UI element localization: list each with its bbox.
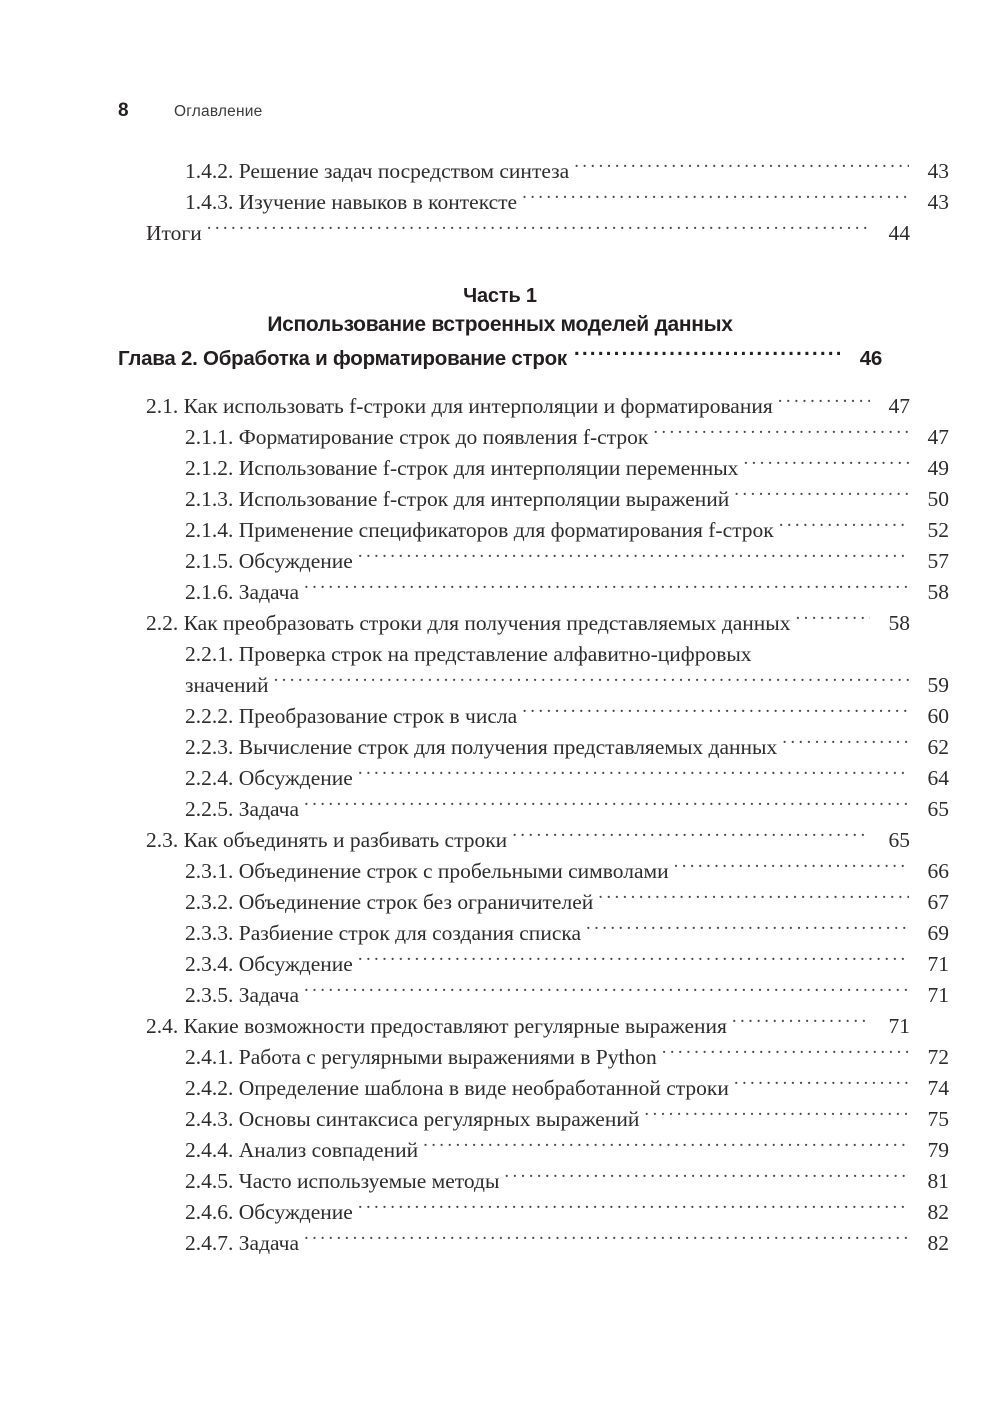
toc-entry-label: 2.4.6. Обсуждение — [185, 1200, 353, 1224]
toc-entry-page: 71 — [927, 952, 949, 976]
dot-leader — [304, 981, 909, 1003]
dot-leader — [522, 188, 909, 210]
toc-entry[interactable] — [118, 546, 949, 577]
toc-entry-label: 2.1.5. Обсуждение — [185, 549, 353, 573]
dot-leader — [304, 795, 909, 817]
dot-leader — [779, 516, 909, 538]
toc-entry[interactable] — [118, 218, 910, 249]
toc-entry-label: 2.3. Как объединять и разбивать строки — [146, 828, 508, 852]
toc-entry[interactable] — [118, 887, 949, 918]
toc-entry[interactable] — [118, 1135, 949, 1166]
toc-entry-page: 74 — [927, 1076, 949, 1100]
toc-entry-page: 58 — [927, 580, 949, 604]
dot-leader — [512, 826, 870, 848]
toc-entry-label: 2.3.3. Разбиение строк для создания списка — [185, 921, 582, 945]
toc-entry-label: 2.4.2. Определение шаблона в виде необработанной строки — [185, 1076, 729, 1100]
toc-entry[interactable] — [118, 187, 949, 218]
dot-leader — [358, 950, 909, 972]
toc-entry-label: 2.2.5. Задача — [185, 797, 300, 821]
toc-entry-label: значений — [185, 673, 269, 697]
toc-entry-label: Итоги — [146, 221, 202, 245]
toc-entry[interactable] — [118, 608, 910, 639]
dot-leader — [734, 1074, 909, 1096]
toc-entry[interactable] — [118, 156, 949, 187]
toc-entry-page: 43 — [927, 190, 949, 214]
dot-leader — [358, 764, 909, 786]
toc-list-top — [118, 156, 949, 249]
toc-entry-page: 71 — [927, 983, 949, 1007]
toc-entry-label: 2.2.4. Обсуждение — [185, 766, 353, 790]
toc-entry-label: 2.4. Какие возможности предоставляют регулярные выражения — [146, 1014, 727, 1038]
toc-entry-label: 2.1. Как использовать f-строки для интерполяции и форматирования — [146, 394, 773, 418]
dot-leader — [674, 857, 909, 879]
toc-entry-label: 1.4.2. Решение задач посредством синтеза — [185, 159, 570, 183]
toc-entry-page: 59 — [927, 673, 949, 697]
part-number: Часть 1 — [463, 285, 537, 307]
toc-entry[interactable] — [118, 1042, 949, 1073]
dot-leader — [358, 1198, 909, 1220]
toc-entry[interactable] — [118, 701, 949, 732]
toc-entry-label: 2.4.3. Основы синтаксиса регулярных выражений — [185, 1107, 640, 1131]
running-head — [118, 100, 882, 126]
toc-entry-page: 66 — [927, 859, 949, 883]
part-heading-block — [118, 282, 882, 340]
toc-entry-label: 2.1.1. Форматирование строк до появления f-строк — [185, 425, 649, 449]
dot-leader — [304, 578, 909, 600]
dot-leader — [778, 392, 870, 414]
toc-entry-label: Глава 2. Обработка и форматирование строк — [118, 346, 567, 370]
toc-entry-page: 50 — [927, 487, 949, 511]
toc-entry-label: 2.3.4. Обсуждение — [185, 952, 353, 976]
toc-entry[interactable] — [118, 577, 949, 608]
toc-entry[interactable] — [118, 732, 949, 763]
toc-entry-page: 82 — [927, 1231, 949, 1255]
toc-entry-page: 58 — [888, 611, 910, 635]
toc-entry-label: 2.4.5. Часто используемые методы — [185, 1169, 500, 1193]
toc-entry-page: 82 — [927, 1200, 949, 1224]
dot-leader — [274, 671, 909, 693]
dot-leader — [734, 485, 909, 507]
toc-entry-label: 2.2.3. Вычисление строк для получения представляемых данных — [185, 735, 778, 759]
toc-entry[interactable] — [118, 980, 949, 1011]
toc-entry-page: 47 — [888, 394, 910, 418]
toc-entry-label: 2.1.4. Применение спецификаторов для форматирования f-строк — [185, 518, 774, 542]
toc-entry[interactable] — [118, 484, 949, 515]
toc-entry[interactable] — [118, 794, 949, 825]
toc-entry[interactable] — [118, 1073, 949, 1104]
dot-leader — [358, 547, 909, 569]
toc-entry-page: 46 — [859, 346, 882, 370]
toc-entry-page: 49 — [927, 456, 949, 480]
toc-list-main — [118, 391, 949, 1259]
running-head-title: Оглавление — [174, 103, 263, 120]
toc-entry-label: 1.4.3. Изучение навыков в контексте — [185, 190, 518, 214]
page-number-folio: 8 — [118, 100, 129, 121]
toc-entry-page: 47 — [927, 425, 949, 449]
toc-entry-page: 60 — [927, 704, 949, 728]
toc-entry-page: 69 — [927, 921, 949, 945]
toc-entry-label: 2.2.1. Проверка строк на представление алфавитно-цифровых — [185, 642, 752, 666]
toc-entry-page: 72 — [927, 1045, 949, 1069]
dot-leader — [653, 423, 909, 445]
toc-entry-label: 2.4.7. Задача — [185, 1231, 300, 1255]
toc-entry-label: 2.1.2. Использование f-строк для интерполяции переменных — [185, 456, 739, 480]
toc-entry-label: 2.2.2. Преобразование строк в числа — [185, 704, 518, 728]
dot-leader — [207, 219, 870, 241]
toc-entry-page: 81 — [927, 1169, 949, 1193]
toc-entry-page: 52 — [927, 518, 949, 542]
toc-entry-page: 64 — [927, 766, 949, 790]
dot-leader — [598, 888, 909, 910]
dot-leader — [423, 1136, 909, 1158]
toc-entry-page: 62 — [927, 735, 949, 759]
part-title: Использование встроенных моделей данных — [267, 313, 733, 336]
dot-leader — [574, 157, 909, 179]
toc-entry[interactable] — [118, 391, 910, 422]
toc-entry-page: 67 — [927, 890, 949, 914]
toc-entry-page: 75 — [927, 1107, 949, 1131]
toc-entry-label: 2.3.5. Задача — [185, 983, 300, 1007]
toc-entry-page: 44 — [888, 221, 910, 245]
dot-leader — [732, 1012, 870, 1034]
toc-entry[interactable] — [118, 763, 949, 794]
toc-entry[interactable] — [118, 949, 949, 980]
toc-entry-page: 65 — [888, 828, 910, 852]
toc-entry-chapter[interactable] — [118, 344, 882, 373]
toc-entry[interactable] — [118, 856, 949, 887]
toc-entry[interactable] — [118, 639, 949, 670]
dot-leader — [782, 733, 909, 755]
dot-leader — [796, 609, 870, 631]
toc-entry-label: 2.2. Как преобразовать строки для получения представляемых данных — [146, 611, 791, 635]
toc-entry[interactable] — [118, 1104, 949, 1135]
dot-leader — [743, 454, 909, 476]
toc-entry[interactable] — [118, 825, 910, 856]
toc-entry-page: 43 — [927, 159, 949, 183]
toc-entry-page: 79 — [927, 1138, 949, 1162]
toc-entry[interactable] — [118, 1197, 949, 1228]
toc-entry[interactable] — [118, 670, 949, 701]
toc-entry[interactable] — [118, 422, 949, 453]
dot-leader — [644, 1105, 909, 1127]
toc-entry-page: 57 — [927, 549, 949, 573]
dot-leader — [586, 919, 909, 941]
dot-leader — [662, 1043, 909, 1065]
toc-entry[interactable] — [118, 1228, 949, 1259]
toc-entry-page: 71 — [888, 1014, 910, 1038]
toc-entry-label: 2.1.3. Использование f-строк для интерполяции выражений — [185, 487, 730, 511]
toc-entry[interactable] — [118, 1011, 910, 1042]
toc-entry[interactable] — [118, 1166, 949, 1197]
toc-entry-label: 2.1.6. Задача — [185, 580, 300, 604]
toc-entry-label: 2.3.1. Объединение строк с пробельными символами — [185, 859, 669, 883]
dot-leader — [304, 1229, 909, 1251]
toc-entry-label: 2.4.1. Работа с регулярными выражениями в Python — [185, 1045, 657, 1069]
toc-entry-label: 2.3.2. Объединение строк без ограничителей — [185, 890, 594, 914]
toc-entry-page: 65 — [927, 797, 949, 821]
toc-entry[interactable] — [118, 453, 949, 484]
toc-entry[interactable] — [118, 918, 949, 949]
dot-leader — [574, 344, 840, 365]
dot-leader — [504, 1167, 909, 1189]
dot-leader — [522, 702, 909, 724]
toc-entry-label: 2.4.4. Анализ совпадений — [185, 1138, 419, 1162]
toc-entry[interactable] — [118, 515, 949, 546]
